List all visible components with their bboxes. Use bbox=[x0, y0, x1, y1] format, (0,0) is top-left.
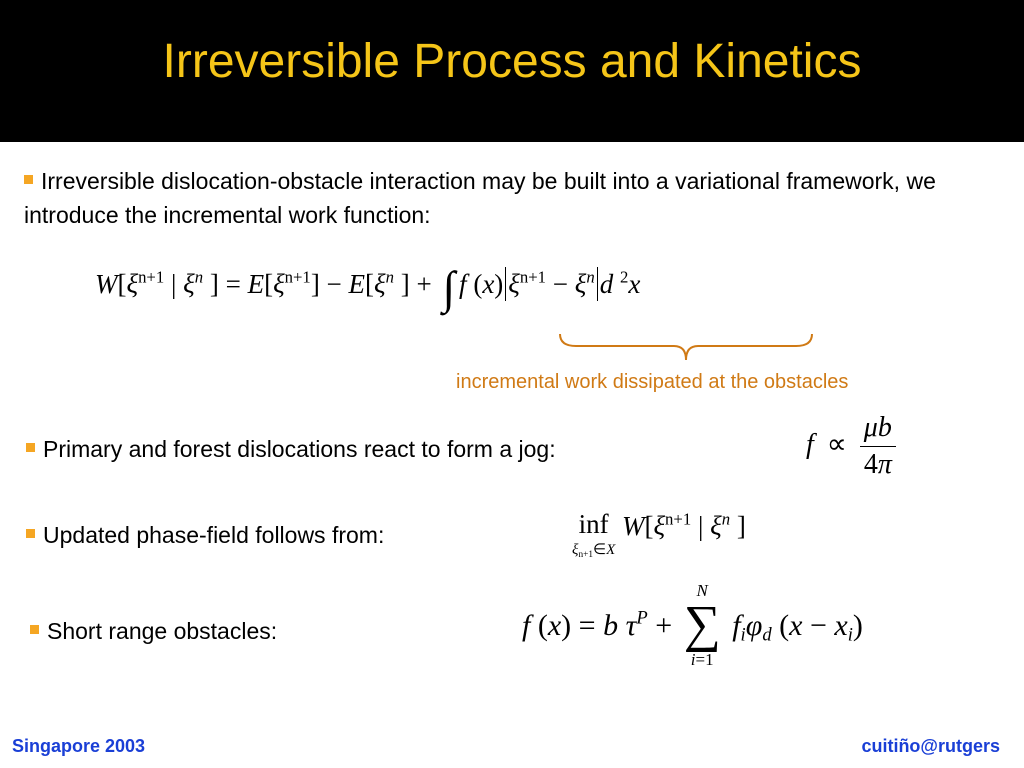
inf-equation: inf $\xi_{n+1}\in X$ $W[\xi^{n+1}$ | $\xi^n$ ] bbox=[572, 509, 746, 560]
footer-location: Singapore 2003 bbox=[12, 736, 146, 756]
bullet-text: Updated phase-field follows from: bbox=[43, 522, 385, 548]
bullet-marker-icon bbox=[24, 175, 33, 184]
underbrace bbox=[556, 330, 816, 364]
bullet-jog bbox=[26, 432, 556, 466]
work-function-equation: $W[\xi^{n+1}$ | $\xi^n$ ] = $E[\xi^{n+1}] - E[\xi^n$ ] + ∫ f (x) $\xi^{n+1} - \xi^n$ d $^2$x bbox=[95, 262, 641, 313]
bullet-phase-field bbox=[26, 518, 384, 552]
bullet-work-function bbox=[24, 164, 1004, 232]
obstacle-equation: f (x) = b $\tau^P$ + N ∑ i=1 $f_i\varphi_d$ $(x - x_i)$ bbox=[522, 581, 863, 669]
title-bar bbox=[0, 0, 1024, 142]
bullet-marker-icon bbox=[30, 625, 39, 634]
slide-title: Irreversible Process and Kinetics bbox=[162, 35, 862, 88]
dissipation-annotation: incremental work dissipated at the obstacles bbox=[456, 371, 849, 393]
bullet-obstacles bbox=[30, 614, 277, 648]
bullet-text: Irreversible dislocation-obstacle interaction may be built into a variational framework, we introduce the incremental work function: bbox=[24, 168, 936, 228]
bullet-marker-icon bbox=[26, 529, 35, 538]
footer-author: cuitiño@rutgers bbox=[861, 736, 1000, 756]
bullet-text: Short range obstacles: bbox=[47, 618, 278, 644]
jog-force-equation: f ∝ $\frac{\mu b}{4\pi}$ bbox=[806, 410, 896, 483]
bullet-text: Primary and forest dislocations react to form a jog: bbox=[43, 436, 556, 462]
bullet-marker-icon bbox=[26, 443, 35, 452]
